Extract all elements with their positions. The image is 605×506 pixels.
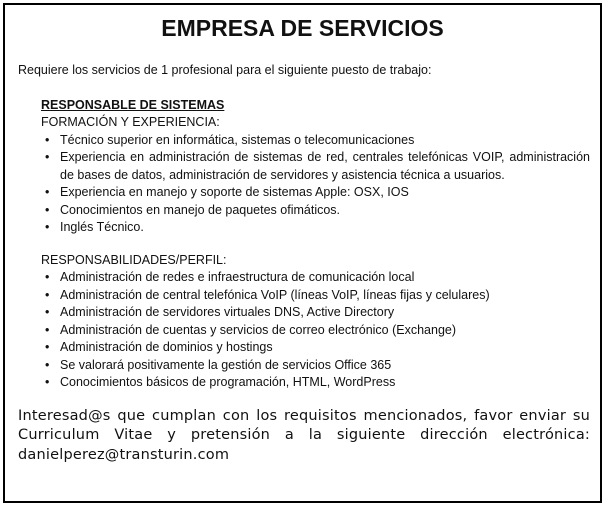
list-item-text: Administración de redes e infraestructura de comunicación local [60,270,415,284]
bullet-icon: • [45,375,50,389]
bullet-icon: • [45,322,50,337]
list-item-text: Conocimientos básicos de programación, HTML, WordPress [60,375,396,389]
formacion-list [41,132,590,237]
position-title: RESPONSABLE DE SISTEMAS [41,97,225,112]
list-item [41,219,590,237]
list-item-text: Experiencia en manejo y soporte de sistemas Apple: OSX, IOS [60,185,409,199]
responsabilidades-list [41,269,590,392]
list-item [41,269,590,287]
list-item [41,184,590,202]
page-title: EMPRESA DE SERVICIOS [161,15,444,41]
bullet-icon: • [45,305,50,319]
bullet-icon: • [45,357,50,372]
job-posting-document [3,3,602,503]
responsabilidades-heading: RESPONSABILIDADES/PERFIL: [41,252,227,267]
list-item [41,322,590,340]
bullet-icon: • [45,287,50,302]
list-item [41,357,590,375]
list-item-text: Administración de servidores virtuales DNS, Active Directory [60,305,395,319]
list-item-text: Inglés Técnico. [60,220,144,234]
list-item-text: Técnico superior en informática, sistemas o telecomunicaciones [60,132,415,147]
bullet-icon: • [45,220,50,234]
list-item-text: Administración de cuentas y servicios de correo electrónico (Exchange) [60,322,457,337]
list-item [41,304,590,322]
list-item [41,132,590,150]
contact-text: Interesad@s que cumplan con los requisitos mencionados, favor enviar su Curriculum Vitae y pretensión a la siguiente dirección electrónica: [18,407,590,443]
list-item [41,287,590,305]
contact-email: danielperez@transturin.com [18,446,230,463]
list-item [41,374,590,392]
list-item [41,149,590,184]
list-item-text: Administración de dominios y hostings [60,340,273,354]
list-item-text: Se valorará positivamente la gestión de servicios Office 365 [60,357,392,372]
bullet-icon: • [45,340,50,354]
bullet-icon: • [45,150,50,164]
formacion-section [41,97,590,392]
bullet-icon: • [45,270,50,284]
bullet-icon: • [45,202,50,217]
list-item-text: Administración de central telefónica VoIP (líneas VoIP, líneas fijas y celulares) [60,287,490,302]
list-item-text: Experiencia en administración de sistemas de red, centrales telefónicas VOIP, administración de bases de datos, administración de servidores y asistencia técnica a usuarios. [60,150,590,182]
list-item [41,202,590,220]
formacion-heading: FORMACIÓN Y EXPERIENCIA: [41,115,220,129]
list-item-text: Conocimientos en manejo de paquetes ofimáticos. [60,202,341,217]
bullet-icon: • [45,185,50,199]
list-item [41,339,590,357]
contact-paragraph [18,407,590,466]
bullet-icon: • [45,132,50,147]
intro-text: Requiere los servicios de 1 profesional para el siguiente puesto de trabajo: [18,63,432,77]
